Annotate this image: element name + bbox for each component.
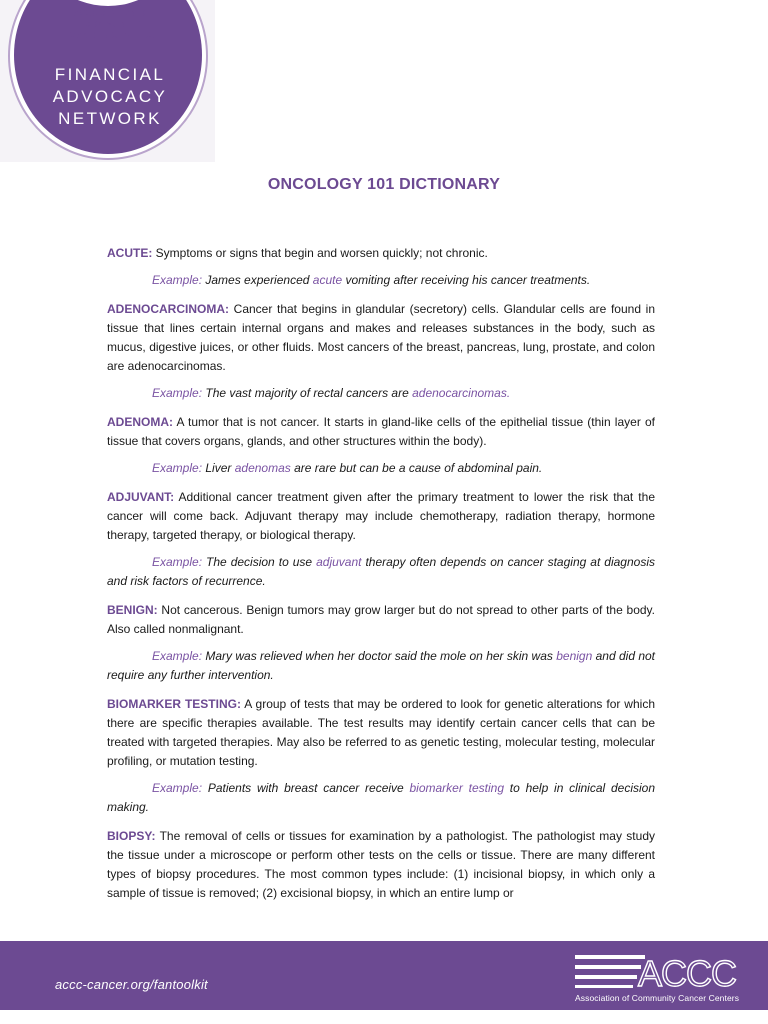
entry-definition: Symptoms or signs that begin and worsen quickly; not chronic. <box>152 246 488 260</box>
example-text: The decision to use <box>202 555 317 569</box>
entry-definition: Cancer that begins in glandular (secretory) cells. Glandular cells are found in tissue that lines certain internal organs and makes and releases substances in the body, such as mucus, digestive juices, or other fluids. Most cancers of the breast, pancreas, lung, prostate, and colon are adenocarcinomas. <box>107 302 655 373</box>
entry-definition: Not cancerous. Benign tumors may grow larger but do not spread to other parts of the body. Also called nonmalignant. <box>107 603 655 636</box>
entry-definition: A group of tests that may be ordered to look for genetic alterations for which there are specific therapies available. The test results may identify certain cancer cells that can be treated with targeted therapies. May also be referred to as genetic testing, molecular testing, molecular profiling, or mutation testing. <box>107 697 655 768</box>
accc-stripe <box>575 965 641 969</box>
accc-wordmark: ACCC <box>638 953 737 994</box>
dictionary-content <box>107 244 655 903</box>
entry-term: BIOPSY: <box>107 829 156 843</box>
example-label: Example: <box>152 555 203 569</box>
logo-assoc-line: COMMUNITY <box>83 19 141 29</box>
example-text: to help in clinical decision making. <box>107 781 655 814</box>
logo-assoc-line: ASSOCIATION OF <box>72 8 152 18</box>
example-term: adjuvant <box>316 555 362 569</box>
entry-definition: Additional cancer treatment given after the primary treatment to lower the risk that the cancer will come back. Adjuvant therapy may include chemotherapy, radiation therapy, hormone therapy, targeted therapy, or biological therapy. <box>107 490 655 542</box>
entry-biomarker-testing <box>107 695 655 771</box>
example-adjuvant <box>107 553 655 591</box>
logo-fan-line: ADVOCACY <box>52 87 168 106</box>
entry-definition: The removal of cells or tissues for examination by a pathologist. The pathologist may study the tissue under a microscope or perform other tests on the cells or tissue. There are many different types of biopsy procedures. The most common types include: (1) incisional biopsy, in which only a sample of tissue is removed; (2) excisional biopsy, in which an entire lump or <box>107 829 655 900</box>
example-term: benign <box>556 649 593 663</box>
logo-association-text <box>60 8 164 41</box>
example-text: Patients with breast cancer receive <box>202 781 410 795</box>
example-label: Example: <box>152 781 203 795</box>
entry-definition: A tumor that is not cancer. It starts in gland-like cells of the epithelial tissue (thin layer of tissue that covers organs, glands, and other structures within the body). <box>107 415 655 448</box>
fan-logo <box>0 0 215 162</box>
accc-stripe <box>575 955 645 959</box>
entry-benign <box>107 601 655 639</box>
example-text: vomiting after receiving his cancer treatments. <box>342 273 591 287</box>
example-text: are rare but can be a cause of abdominal pain. <box>290 461 543 475</box>
entry-term: ADENOCARCINOMA: <box>107 302 229 316</box>
entry-acute <box>107 244 655 263</box>
entry-biopsy <box>107 827 655 903</box>
example-benign <box>107 647 655 685</box>
example-text: James experienced <box>202 273 313 287</box>
example-term: acute <box>312 273 343 287</box>
entry-term: BENIGN: <box>107 603 158 617</box>
footer-url-link[interactable]: accc-cancer.org/fantoolkit <box>55 977 208 992</box>
logo-assoc-line: CANCER CENTERS <box>69 30 155 40</box>
example-text: The vast majority of rectal cancers are <box>202 386 413 400</box>
example-term: biomarker testing <box>409 781 504 795</box>
logo-bubble <box>36 0 180 6</box>
example-acute <box>107 271 655 290</box>
example-adenoma <box>107 459 655 478</box>
example-label: Example: <box>152 461 203 475</box>
accc-caption: Association of Community Cancer Centers <box>575 993 740 1003</box>
example-text: therapy often depends on cancer staging at diagnosis and risk factors of recurrence. <box>107 555 655 588</box>
example-text: and did not require any further intervention. <box>107 649 656 682</box>
entry-term: BIOMARKER TESTING: <box>107 697 241 711</box>
entry-term: ADENOMA: <box>107 415 173 429</box>
footer-strip <box>0 1010 768 1024</box>
page-title: ONCOLOGY 101 DICTIONARY <box>267 176 501 193</box>
entry-term: ACUTE: <box>107 246 153 260</box>
example-biomarker-testing <box>107 779 655 817</box>
example-label: Example: <box>152 649 203 663</box>
example-term: adenocarcinomas. <box>412 386 511 400</box>
example-label: Example: <box>152 386 203 400</box>
example-text: Mary was relieved when her doctor said the mole on her skin was <box>202 649 557 663</box>
example-label: Example: <box>152 273 203 287</box>
entry-adenocarcinoma <box>107 300 655 376</box>
example-adenocarcinoma <box>107 384 655 403</box>
entry-adenoma <box>107 413 655 451</box>
example-text: Liver <box>202 461 235 475</box>
accc-stripe <box>575 975 637 979</box>
entry-adjuvant <box>107 488 655 545</box>
logo-fan-text <box>30 64 190 130</box>
accc-stripe <box>575 985 633 988</box>
logo-fan-line: NETWORK <box>58 109 162 128</box>
entry-term: ADJUVANT: <box>107 490 175 504</box>
logo-fan-line: FINANCIAL <box>54 65 166 84</box>
example-term: adenomas <box>234 461 291 475</box>
